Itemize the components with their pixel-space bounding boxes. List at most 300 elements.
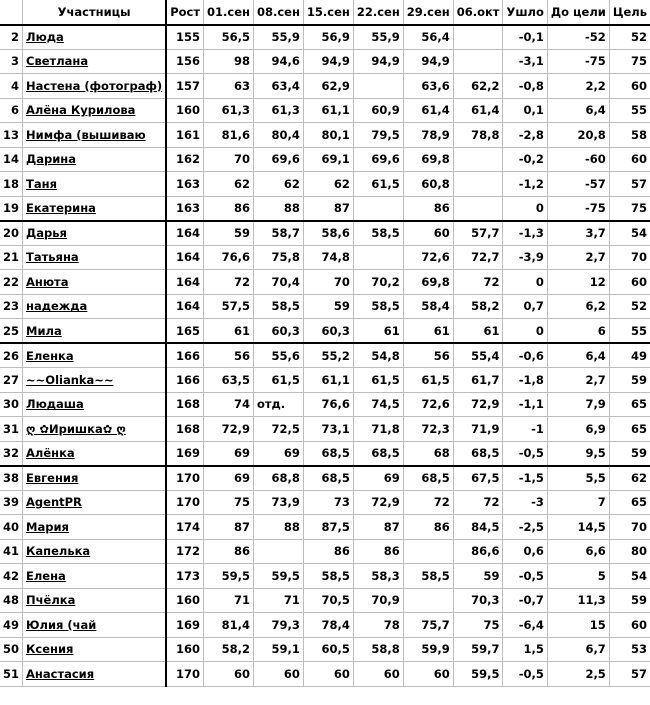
participant-name: Ксения bbox=[23, 637, 167, 662]
participant-name: Еленка bbox=[23, 343, 167, 368]
goal-cell: 62 bbox=[609, 466, 650, 491]
weight-0109: 69 bbox=[204, 466, 254, 491]
participant-name: Анастасия bbox=[23, 662, 167, 687]
weight-0610: 78,8 bbox=[453, 123, 503, 148]
row-id: 23 bbox=[0, 294, 23, 319]
to-goal-cell: 2,7 bbox=[547, 245, 609, 270]
table-row bbox=[0, 245, 650, 270]
weight-0109: 70 bbox=[204, 147, 254, 172]
table-row bbox=[0, 147, 650, 172]
goal-cell: 49 bbox=[609, 343, 650, 368]
weight-0109: 57,5 bbox=[204, 294, 254, 319]
participant-name: Екатерина bbox=[23, 196, 167, 221]
lost-cell: -1,8 bbox=[503, 368, 547, 393]
weight-2909: 56,4 bbox=[403, 25, 453, 50]
table-row bbox=[0, 441, 650, 466]
lost-cell: -1,2 bbox=[503, 172, 547, 197]
weight-0809: отд. bbox=[253, 392, 303, 417]
table-row bbox=[0, 49, 650, 74]
height-cell: 173 bbox=[166, 564, 203, 589]
weight-1509: 68,5 bbox=[303, 441, 353, 466]
weight-1509: 74,8 bbox=[303, 245, 353, 270]
weight-0109: 60 bbox=[204, 662, 254, 687]
table-row bbox=[0, 466, 650, 491]
row-id: 22 bbox=[0, 270, 23, 295]
to-goal-cell: 6,4 bbox=[547, 343, 609, 368]
to-goal-cell: 9,5 bbox=[547, 441, 609, 466]
weight-2209: 69,6 bbox=[353, 147, 403, 172]
weight-0109: 59 bbox=[204, 221, 254, 246]
participant-name: Людаша bbox=[23, 392, 167, 417]
weight-2909: 60,8 bbox=[403, 172, 453, 197]
weight-2209: 58,3 bbox=[353, 564, 403, 589]
weight-0109: 81,6 bbox=[204, 123, 254, 148]
weight-0610: 68,5 bbox=[453, 441, 503, 466]
lost-cell: 0,6 bbox=[503, 539, 547, 564]
to-goal-cell: 2,2 bbox=[547, 74, 609, 99]
table-row bbox=[0, 123, 650, 148]
to-goal-cell: 6,4 bbox=[547, 98, 609, 123]
weight-0610 bbox=[453, 172, 503, 197]
header-participants: Участницы bbox=[23, 0, 167, 25]
weight-0109: 61,3 bbox=[204, 98, 254, 123]
row-id: 39 bbox=[0, 490, 23, 515]
weight-2909: 69,8 bbox=[403, 147, 453, 172]
goal-cell: 70 bbox=[609, 515, 650, 540]
to-goal-cell: 14,5 bbox=[547, 515, 609, 540]
weight-1509: 73,1 bbox=[303, 417, 353, 442]
weight-0809: 59,1 bbox=[253, 637, 303, 662]
weight-0610: 86,6 bbox=[453, 539, 503, 564]
header-date-3: 15.сен bbox=[303, 0, 353, 25]
to-goal-cell: -52 bbox=[547, 25, 609, 50]
height-cell: 160 bbox=[166, 637, 203, 662]
row-id: 6 bbox=[0, 98, 23, 123]
participant-name: Люда bbox=[23, 25, 167, 50]
weight-0809: 72,5 bbox=[253, 417, 303, 442]
participant-name: Юлия (чай bbox=[23, 613, 167, 638]
goal-cell: 59 bbox=[609, 368, 650, 393]
weight-2209: 58,8 bbox=[353, 637, 403, 662]
header-date-6: 06.окт bbox=[453, 0, 503, 25]
weight-0809: 71 bbox=[253, 588, 303, 613]
weight-0610 bbox=[453, 25, 503, 50]
weight-0610: 61 bbox=[453, 319, 503, 344]
lost-cell: -0,2 bbox=[503, 147, 547, 172]
goal-cell: 80 bbox=[609, 539, 650, 564]
weight-2909 bbox=[403, 588, 453, 613]
participant-name: AgentPR bbox=[23, 490, 167, 515]
to-goal-cell: 11,3 bbox=[547, 588, 609, 613]
table-row bbox=[0, 637, 650, 662]
height-cell: 163 bbox=[166, 196, 203, 221]
goal-cell: 70 bbox=[609, 245, 650, 270]
to-goal-cell: 6,6 bbox=[547, 539, 609, 564]
lost-cell: -3 bbox=[503, 490, 547, 515]
to-goal-cell: 3,7 bbox=[547, 221, 609, 246]
weight-0109: 62 bbox=[204, 172, 254, 197]
height-cell: 172 bbox=[166, 539, 203, 564]
height-cell: 170 bbox=[166, 466, 203, 491]
lost-cell: 1,5 bbox=[503, 637, 547, 662]
participant-name: Анюта bbox=[23, 270, 167, 295]
weight-1509: 94,9 bbox=[303, 49, 353, 74]
goal-cell: 59 bbox=[609, 441, 650, 466]
weight-1509: 61,1 bbox=[303, 98, 353, 123]
height-cell: 166 bbox=[166, 368, 203, 393]
row-id: 32 bbox=[0, 441, 23, 466]
row-id: 31 bbox=[0, 417, 23, 442]
weight-2209: 74,5 bbox=[353, 392, 403, 417]
weight-2909: 58,4 bbox=[403, 294, 453, 319]
table-row bbox=[0, 98, 650, 123]
weight-0610: 55,4 bbox=[453, 343, 503, 368]
to-goal-cell: -60 bbox=[547, 147, 609, 172]
weight-0610: 72,7 bbox=[453, 245, 503, 270]
weight-0109: 58,2 bbox=[204, 637, 254, 662]
height-cell: 169 bbox=[166, 441, 203, 466]
goal-cell: 52 bbox=[609, 25, 650, 50]
goal-cell: 54 bbox=[609, 221, 650, 246]
to-goal-cell: -75 bbox=[547, 196, 609, 221]
row-id: 25 bbox=[0, 319, 23, 344]
weight-0610: 62,2 bbox=[453, 74, 503, 99]
weight-2209: 70,9 bbox=[353, 588, 403, 613]
weight-2209: 54,8 bbox=[353, 343, 403, 368]
height-cell: 164 bbox=[166, 270, 203, 295]
weight-0809: 55,9 bbox=[253, 25, 303, 50]
weight-2909: 60 bbox=[403, 662, 453, 687]
lost-cell: -1,1 bbox=[503, 392, 547, 417]
lost-cell: -0,5 bbox=[503, 564, 547, 589]
weight-0809: 62 bbox=[253, 172, 303, 197]
table-body bbox=[0, 25, 650, 687]
header-row bbox=[0, 0, 650, 25]
goal-cell: 65 bbox=[609, 417, 650, 442]
weight-0610: 59 bbox=[453, 564, 503, 589]
header-to-goal: До цели bbox=[547, 0, 609, 25]
participant-name: Мила bbox=[23, 319, 167, 344]
height-cell: 166 bbox=[166, 343, 203, 368]
weight-0109: 56 bbox=[204, 343, 254, 368]
weight-0809 bbox=[253, 539, 303, 564]
participant-name: Нимфа (вышиваю bbox=[23, 123, 167, 148]
table-row bbox=[0, 539, 650, 564]
row-id: 49 bbox=[0, 613, 23, 638]
weight-1509: 87 bbox=[303, 196, 353, 221]
weight-1509: 73 bbox=[303, 490, 353, 515]
weight-2209: 61 bbox=[353, 319, 403, 344]
weight-0109: 63,5 bbox=[204, 368, 254, 393]
weight-0109: 76,6 bbox=[204, 245, 254, 270]
header-goal: Цель bbox=[609, 0, 650, 25]
weight-1509: 87,5 bbox=[303, 515, 353, 540]
weight-0610: 71,9 bbox=[453, 417, 503, 442]
participant-name: Елена bbox=[23, 564, 167, 589]
table-row bbox=[0, 368, 650, 393]
weight-0109: 71 bbox=[204, 588, 254, 613]
weight-0109: 81,4 bbox=[204, 613, 254, 638]
weight-0809: 69,6 bbox=[253, 147, 303, 172]
to-goal-cell: 20,8 bbox=[547, 123, 609, 148]
goal-cell: 65 bbox=[609, 490, 650, 515]
height-cell: 160 bbox=[166, 588, 203, 613]
goal-cell: 60 bbox=[609, 613, 650, 638]
weight-0610: 72,9 bbox=[453, 392, 503, 417]
header-date-2: 08.сен bbox=[253, 0, 303, 25]
weight-2909: 56 bbox=[403, 343, 453, 368]
lost-cell: -3,9 bbox=[503, 245, 547, 270]
table-row bbox=[0, 417, 650, 442]
height-cell: 164 bbox=[166, 245, 203, 270]
weight-0109: 69 bbox=[204, 441, 254, 466]
table-row bbox=[0, 662, 650, 687]
lost-cell: -0,8 bbox=[503, 74, 547, 99]
to-goal-cell: 7,9 bbox=[547, 392, 609, 417]
weight-2909: 72,6 bbox=[403, 245, 453, 270]
weight-0109: 86 bbox=[204, 196, 254, 221]
height-cell: 168 bbox=[166, 417, 203, 442]
weight-0809: 73,9 bbox=[253, 490, 303, 515]
participant-name: Дарина bbox=[23, 147, 167, 172]
weight-2209: 58,5 bbox=[353, 221, 403, 246]
weight-0610: 72 bbox=[453, 490, 503, 515]
table-row bbox=[0, 319, 650, 344]
weight-0809: 69 bbox=[253, 441, 303, 466]
weight-1509: 58,6 bbox=[303, 221, 353, 246]
weight-1509: 62 bbox=[303, 172, 353, 197]
weight-2909: 69,8 bbox=[403, 270, 453, 295]
weight-2209: 58,5 bbox=[353, 294, 403, 319]
weight-1509: 61,1 bbox=[303, 368, 353, 393]
participant-name: ღ ✿Иришка✿ ღ bbox=[23, 417, 167, 442]
weight-0109: 74 bbox=[204, 392, 254, 417]
weight-2209: 61,5 bbox=[353, 368, 403, 393]
weight-0610: 59,5 bbox=[453, 662, 503, 687]
height-cell: 169 bbox=[166, 613, 203, 638]
weight-2909: 63,6 bbox=[403, 74, 453, 99]
participant-name: Алёна Курилова bbox=[23, 98, 167, 123]
weight-0109: 75 bbox=[204, 490, 254, 515]
weight-0610: 75 bbox=[453, 613, 503, 638]
weight-0809: 59,5 bbox=[253, 564, 303, 589]
weight-1509: 60,5 bbox=[303, 637, 353, 662]
lost-cell: 0,1 bbox=[503, 98, 547, 123]
goal-cell: 52 bbox=[609, 294, 650, 319]
weight-2209: 72,9 bbox=[353, 490, 403, 515]
weight-0109: 72,9 bbox=[204, 417, 254, 442]
lost-cell: 0 bbox=[503, 196, 547, 221]
weight-0809: 94,6 bbox=[253, 49, 303, 74]
weight-0610 bbox=[453, 196, 503, 221]
row-id: 4 bbox=[0, 74, 23, 99]
weight-0809: 75,8 bbox=[253, 245, 303, 270]
row-id: 3 bbox=[0, 49, 23, 74]
weight-0809: 70,4 bbox=[253, 270, 303, 295]
height-cell: 155 bbox=[166, 25, 203, 50]
lost-cell: -0,1 bbox=[503, 25, 547, 50]
weight-0809: 60 bbox=[253, 662, 303, 687]
weight-0610: 61,4 bbox=[453, 98, 503, 123]
weight-0809: 55,6 bbox=[253, 343, 303, 368]
weight-0610: 67,5 bbox=[453, 466, 503, 491]
weight-1509: 60 bbox=[303, 662, 353, 687]
weight-0809: 88 bbox=[253, 515, 303, 540]
to-goal-cell: -75 bbox=[547, 49, 609, 74]
weight-2909: 94,9 bbox=[403, 49, 453, 74]
height-cell: 174 bbox=[166, 515, 203, 540]
goal-cell: 55 bbox=[609, 319, 650, 344]
weight-0809: 60,3 bbox=[253, 319, 303, 344]
to-goal-cell: -57 bbox=[547, 172, 609, 197]
row-id: 2 bbox=[0, 25, 23, 50]
table-row bbox=[0, 343, 650, 368]
to-goal-cell: 2,5 bbox=[547, 662, 609, 687]
weight-2909: 68,5 bbox=[403, 466, 453, 491]
goal-cell: 75 bbox=[609, 196, 650, 221]
to-goal-cell: 7 bbox=[547, 490, 609, 515]
weight-2209: 86 bbox=[353, 539, 403, 564]
weight-2909: 86 bbox=[403, 515, 453, 540]
lost-cell: -1,3 bbox=[503, 221, 547, 246]
height-cell: 156 bbox=[166, 49, 203, 74]
goal-cell: 53 bbox=[609, 637, 650, 662]
participant-name: Алёнка bbox=[23, 441, 167, 466]
weight-1509: 62,9 bbox=[303, 74, 353, 99]
table-row bbox=[0, 613, 650, 638]
weight-0809: 63,4 bbox=[253, 74, 303, 99]
goal-cell: 65 bbox=[609, 392, 650, 417]
weight-2209: 79,5 bbox=[353, 123, 403, 148]
weight-0610: 58,2 bbox=[453, 294, 503, 319]
weight-0809: 80,4 bbox=[253, 123, 303, 148]
weight-0610: 84,5 bbox=[453, 515, 503, 540]
goal-cell: 54 bbox=[609, 564, 650, 589]
weight-1509: 68,5 bbox=[303, 466, 353, 491]
height-cell: 164 bbox=[166, 221, 203, 246]
lost-cell: -3,1 bbox=[503, 49, 547, 74]
weight-2209: 87 bbox=[353, 515, 403, 540]
table-row bbox=[0, 74, 650, 99]
lost-cell: -1 bbox=[503, 417, 547, 442]
weight-2209: 69 bbox=[353, 466, 403, 491]
weight-0109: 87 bbox=[204, 515, 254, 540]
participant-name: Татьяна bbox=[23, 245, 167, 270]
to-goal-cell: 6 bbox=[547, 319, 609, 344]
participant-name: Пчёлка bbox=[23, 588, 167, 613]
weight-2209: 71,8 bbox=[353, 417, 403, 442]
row-id: 38 bbox=[0, 466, 23, 491]
to-goal-cell: 5 bbox=[547, 564, 609, 589]
height-cell: 157 bbox=[166, 74, 203, 99]
height-cell: 161 bbox=[166, 123, 203, 148]
row-id: 27 bbox=[0, 368, 23, 393]
row-id: 40 bbox=[0, 515, 23, 540]
weight-0109: 59,5 bbox=[204, 564, 254, 589]
height-cell: 164 bbox=[166, 294, 203, 319]
goal-cell: 58 bbox=[609, 123, 650, 148]
height-cell: 170 bbox=[166, 490, 203, 515]
lost-cell: -6,4 bbox=[503, 613, 547, 638]
weight-2209 bbox=[353, 196, 403, 221]
weight-2909: 72,6 bbox=[403, 392, 453, 417]
weight-2209: 60,9 bbox=[353, 98, 403, 123]
to-goal-cell: 2,7 bbox=[547, 368, 609, 393]
weight-1509: 70 bbox=[303, 270, 353, 295]
goal-cell: 57 bbox=[609, 662, 650, 687]
weight-0610 bbox=[453, 49, 503, 74]
weight-1509: 78,4 bbox=[303, 613, 353, 638]
participant-name: Капелька bbox=[23, 539, 167, 564]
height-cell: 165 bbox=[166, 319, 203, 344]
lost-cell: 0 bbox=[503, 270, 547, 295]
goal-cell: 57 bbox=[609, 172, 650, 197]
weight-1509: 69,1 bbox=[303, 147, 353, 172]
participant-name: Таня bbox=[23, 172, 167, 197]
weight-2209 bbox=[353, 74, 403, 99]
weight-2209: 60 bbox=[353, 662, 403, 687]
to-goal-cell: 12 bbox=[547, 270, 609, 295]
weight-0109: 72 bbox=[204, 270, 254, 295]
weight-2209: 78 bbox=[353, 613, 403, 638]
lost-cell: -0,6 bbox=[503, 343, 547, 368]
header-id bbox=[0, 0, 23, 25]
header-lost: Ушло bbox=[503, 0, 547, 25]
weight-2909: 75,7 bbox=[403, 613, 453, 638]
participant-name: ~~Olianka~~ bbox=[23, 368, 167, 393]
header-height: Рост bbox=[166, 0, 203, 25]
participant-name: надежда bbox=[23, 294, 167, 319]
height-cell: 162 bbox=[166, 147, 203, 172]
weight-2909: 68 bbox=[403, 441, 453, 466]
weight-0809: 61,3 bbox=[253, 98, 303, 123]
row-id: 13 bbox=[0, 123, 23, 148]
weight-0109: 86 bbox=[204, 539, 254, 564]
row-id: 30 bbox=[0, 392, 23, 417]
weight-0809: 79,3 bbox=[253, 613, 303, 638]
header-date-5: 29.сен bbox=[403, 0, 453, 25]
table-row bbox=[0, 196, 650, 221]
weight-2209: 70,2 bbox=[353, 270, 403, 295]
goal-cell: 55 bbox=[609, 98, 650, 123]
goal-cell: 60 bbox=[609, 147, 650, 172]
table-row bbox=[0, 564, 650, 589]
weight-0109: 63 bbox=[204, 74, 254, 99]
weight-0610: 61,7 bbox=[453, 368, 503, 393]
weight-2909: 60 bbox=[403, 221, 453, 246]
weight-1509: 58,5 bbox=[303, 564, 353, 589]
weight-2209: 55,9 bbox=[353, 25, 403, 50]
participant-name: Настена (фотограф) bbox=[23, 74, 167, 99]
row-id: 18 bbox=[0, 172, 23, 197]
weight-1509: 60,3 bbox=[303, 319, 353, 344]
table-row bbox=[0, 392, 650, 417]
table-row bbox=[0, 490, 650, 515]
lost-cell: -2,5 bbox=[503, 515, 547, 540]
weight-2909: 72,3 bbox=[403, 417, 453, 442]
participant-name: Дарья bbox=[23, 221, 167, 246]
row-id: 42 bbox=[0, 564, 23, 589]
to-goal-cell: 6,7 bbox=[547, 637, 609, 662]
row-id: 50 bbox=[0, 637, 23, 662]
weight-2909: 61,4 bbox=[403, 98, 453, 123]
participant-name: Евгения bbox=[23, 466, 167, 491]
height-cell: 160 bbox=[166, 98, 203, 123]
goal-cell: 75 bbox=[609, 49, 650, 74]
to-goal-cell: 6,2 bbox=[547, 294, 609, 319]
weight-2909: 61 bbox=[403, 319, 453, 344]
weight-1509: 55,2 bbox=[303, 343, 353, 368]
